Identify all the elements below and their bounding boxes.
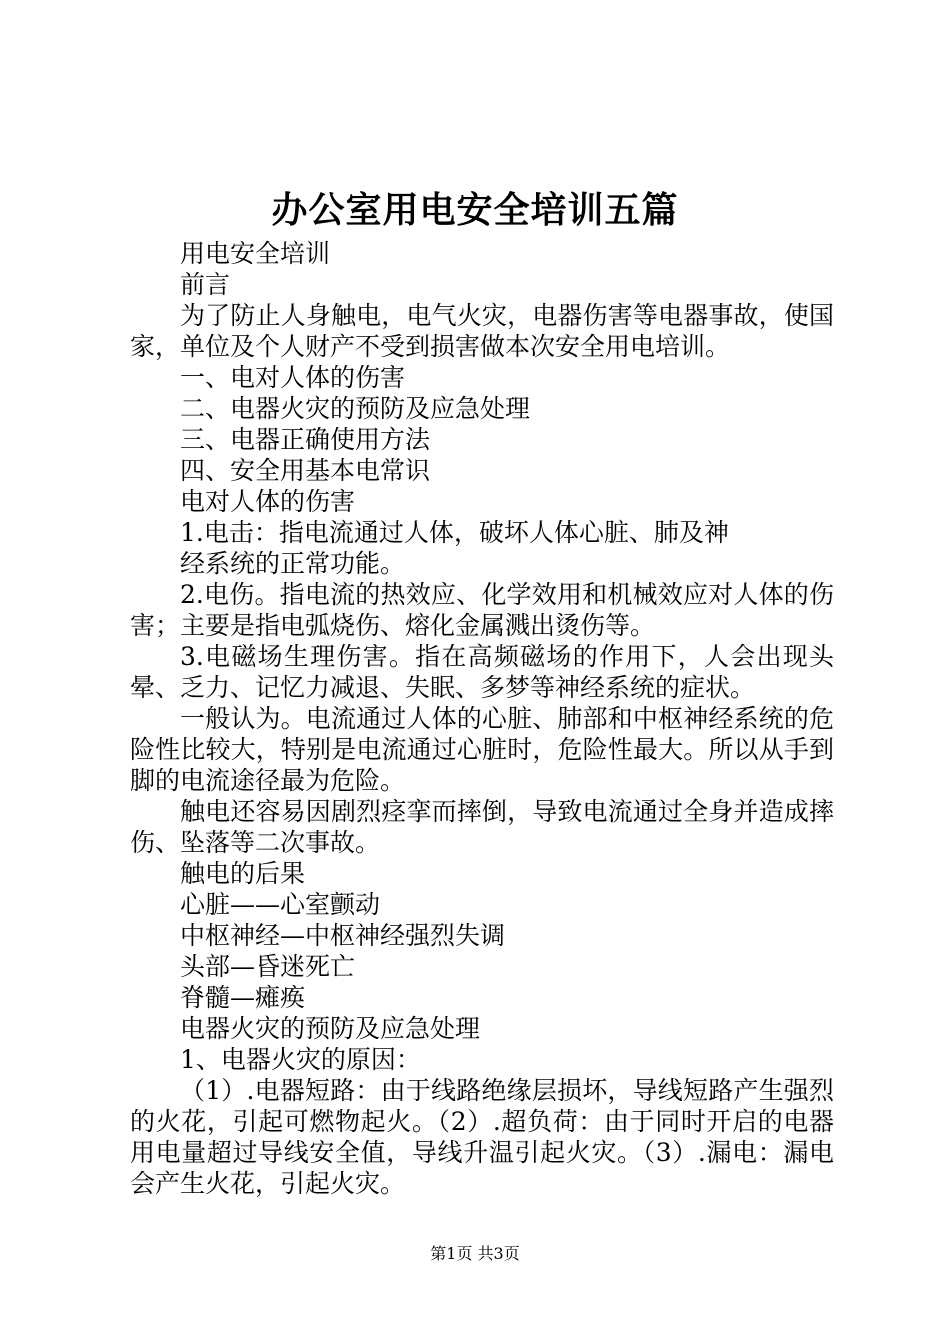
- paragraph: 1、电器火灾的原因：: [180, 1045, 421, 1074]
- document-body: [130, 238, 834, 1199]
- paragraph: 二、电器火灾的预防及应急处理: [180, 394, 531, 423]
- paragraph: 1.电击：指电流通过人体，破坏人体心脏、肺及神: [180, 518, 729, 547]
- paragraph: 电器火灾的预防及应急处理: [180, 1014, 481, 1043]
- paragraph: 脊髓—瘫痪: [180, 983, 306, 1012]
- paragraph: 触电的后果: [180, 859, 306, 888]
- paragraph: 电对人体的伤害: [180, 487, 356, 516]
- paragraph: 一般认为。电流通过人体的心脏、肺部和中枢神经系统的危险性比较大，特别是电流通过心脏时，危险性最大。所以从手到脚的电流途径最为危险。: [130, 704, 834, 795]
- paragraph: （1）.电器短路：由于线路绝缘层损坏，导线短路产生强烈的火花，引起可燃物起火。（2）.超负荷：由于同时开启的电器用电量超过导线安全值，导线升温引起火灾。（3）.漏电：漏电会产生火花，引起火灾。: [130, 1076, 834, 1198]
- paragraph: 3.电磁场生理伤害。指在高频磁场的作用下，人会出现头晕、乏力、记忆力减退、失眠、多梦等神经系统的症状。: [130, 642, 834, 702]
- paragraph: 用电安全培训: [180, 239, 331, 268]
- paragraph: 触电还容易因剧烈痉挛而摔倒，导致电流通过全身并造成摔伤、坠落等二次事故。: [130, 797, 834, 857]
- paragraph: 四、安全用基本电常识: [180, 456, 431, 485]
- paragraph: 经系统的正常功能。: [180, 549, 406, 578]
- page-footer: 第1页 共3页: [430, 1244, 520, 1263]
- paragraph: 2.电伤。指电流的热效应、化学效用和机械效应对人体的伤害；主要是指电弧烧伤、熔化金属溅出烫伤等。: [130, 580, 834, 640]
- paragraph: 三、电器正确使用方法: [180, 425, 431, 454]
- paragraph: 为了防止人身触电，电气火灾，电器伤害等电器事故，使国家，单位及个人财产不受到损害做本次安全用电培训。: [130, 301, 834, 361]
- paragraph: 头部—昏迷死亡: [180, 952, 356, 981]
- paragraph: 一、电对人体的伤害: [180, 363, 406, 392]
- paragraph: 前言: [180, 270, 231, 299]
- paragraph: 心脏——心室颤动: [180, 890, 381, 919]
- document-title: 办公室用电安全培训五篇: [271, 189, 679, 231]
- paragraph: 中枢神经—中枢神经强烈失调: [180, 921, 506, 950]
